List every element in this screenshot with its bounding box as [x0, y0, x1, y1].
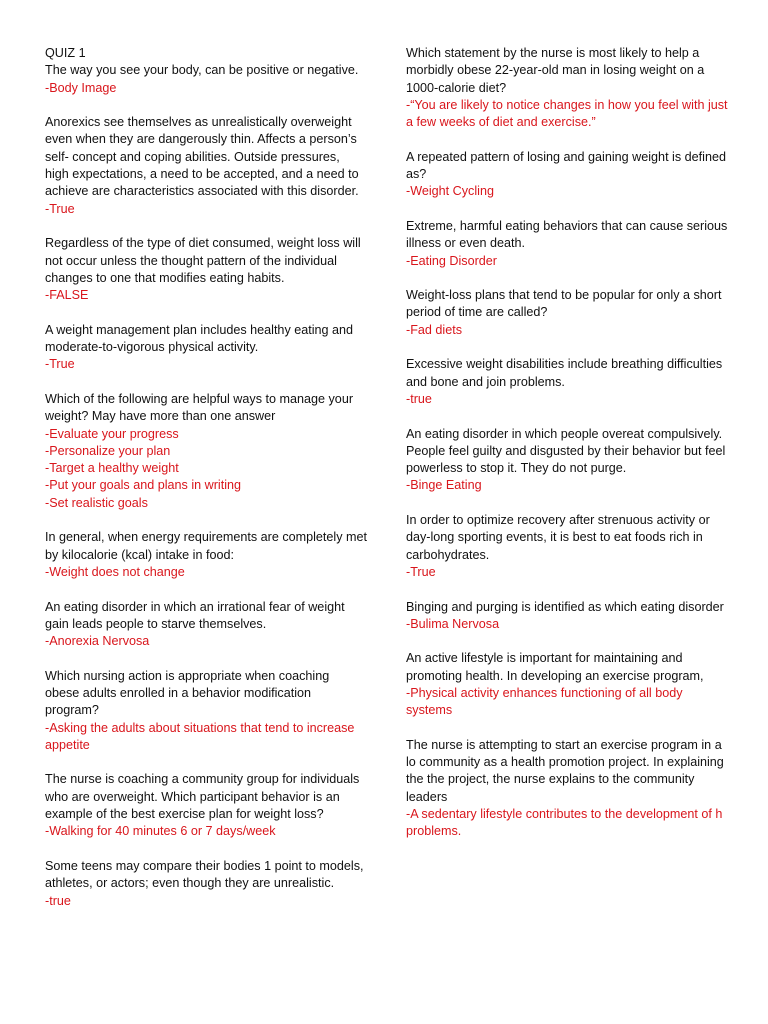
answer-text: -A sedentary lifestyle contributes to the development of h problems.	[406, 807, 723, 839]
question-block	[406, 287, 728, 339]
answer-text: -true	[406, 391, 432, 406]
answer-text: -Put your goals and plans in writing	[45, 478, 242, 493]
question-text: The way you see your body, can be positive or negative.	[45, 63, 359, 78]
answer-text: -Walking for 40 minutes 6 or 7 days/week	[45, 824, 276, 839]
question-block	[45, 62, 367, 97]
question-block	[45, 391, 367, 512]
question-text: Which nursing action is appropriate when coaching obese adults enrolled in a behavior modification program?	[45, 668, 330, 718]
question-block	[45, 771, 367, 840]
question-text: Excessive weight disabilities include breathing difficulties and bone and join problems.	[406, 357, 723, 389]
question-text: The nurse is attempting to start an exercise program in a lo community as a health promotion project. In explaining the the project, the nurse explains to the community leaders	[406, 737, 724, 804]
question-text: An active lifestyle is important for maintaining and promoting health. In developing an exercise program,	[406, 651, 704, 683]
question-text: Weight-loss plans that tend to be popular for only a short period of time are called?	[406, 288, 722, 320]
question-text: Some teens may compare their bodies 1 point to models, athletes, or actors; even though they are unrealistic.	[45, 858, 364, 891]
question-text: Which of the following are helpful ways to manage your weight? May have more than one answer	[45, 391, 354, 424]
left-column	[45, 45, 367, 927]
question-text: In order to optimize recovery after strenuous activity or day-long sporting events, it is best to eat foods rich in carbohydrates.	[406, 513, 710, 562]
answer-text: -FALSE	[45, 288, 89, 303]
question-block	[45, 858, 367, 910]
answer-text: -Personalize your plan	[45, 443, 171, 458]
question-block	[45, 529, 367, 581]
question-block	[406, 149, 728, 201]
question-text: An eating disorder in which people overeat compulsively. People feel guilty and disgusted by their behavior but feel powerless to stop it. They do not purge.	[406, 426, 726, 476]
answer-text: -Target a healthy weight	[45, 461, 179, 476]
question-block	[406, 356, 728, 408]
answer-text: -Weight Cycling	[406, 184, 494, 199]
question-block	[45, 599, 367, 651]
question-block	[45, 114, 367, 218]
question-text: Which statement by the nurse is most likely to help a morbidly obese 22-year-old man in losing weight on a 1000-calorie diet?	[406, 46, 705, 95]
answer-text: -true	[45, 893, 71, 908]
answer-text: -Binge Eating	[406, 478, 482, 493]
question-block	[406, 218, 728, 270]
question-text: A repeated pattern of losing and gaining weight is defined as?	[406, 149, 726, 182]
answer-text: -Evaluate your progress	[45, 426, 179, 441]
right-question-list	[406, 45, 728, 841]
answer-text: -Fad diets	[406, 322, 462, 337]
question-block	[45, 322, 367, 374]
question-text: Binging and purging is identified as which eating disorder	[406, 599, 724, 614]
answer-text: -Anorexia Nervosa	[45, 634, 150, 649]
answer-text: -True	[45, 201, 75, 216]
answer-text: -Eating Disorder	[406, 253, 497, 268]
question-block	[406, 737, 728, 841]
question-text: Extreme, harmful eating behaviors that can cause serious illness or even death.	[406, 218, 728, 251]
question-block	[45, 668, 367, 754]
question-block	[406, 512, 728, 581]
answer-text: -Body Image	[45, 80, 117, 95]
question-block	[406, 599, 728, 634]
question-text: Regardless of the type of diet consumed, weight loss will not occur unless the thought pattern of the individual changes to one that modifies eating habits.	[45, 236, 361, 285]
question-block	[406, 45, 728, 131]
right-column	[406, 45, 728, 858]
answer-text: -Weight does not change	[45, 564, 185, 579]
answer-text: -Asking the adults about situations that tend to increase appetite	[45, 720, 355, 752]
question-text: The nurse is coaching a community group for individuals who are overweight. Which participant behavior is an example of the best exercise plan for weight loss?	[45, 772, 360, 822]
answer-text: -Set realistic goals	[45, 495, 148, 510]
question-block	[45, 235, 367, 304]
quiz-title: QUIZ 1	[45, 46, 86, 60]
left-question-list	[45, 62, 367, 910]
question-text: In general, when energy requirements are completely met by kilocalorie (kcal) intake in food:	[45, 530, 368, 562]
answer-text: -True	[45, 357, 75, 372]
answer-text: -True	[406, 564, 436, 579]
question-text: Anorexics see themselves as unrealistically overweight even when they are dangerously thin. Affects a person’s self- concept and coping abilities. Outside pressures, high expectations, a need to be accepted, and a need to achieve are characteristics associated with this disorder.	[45, 115, 359, 199]
question-text: An eating disorder in which an irrational fear of weight gain leads people to starve themselves.	[45, 599, 345, 631]
answer-text: -“You are likely to notice changes in how you feel with just a few weeks of diet and exercise.”	[406, 97, 728, 130]
answer-text: -Physical activity enhances functioning of all body systems	[406, 685, 683, 718]
question-block	[406, 426, 728, 495]
question-block	[406, 650, 728, 719]
question-text: A weight management plan includes healthy eating and moderate-to-vigorous physical activity.	[45, 322, 354, 355]
answer-text: -Bulima Nervosa	[406, 616, 500, 631]
